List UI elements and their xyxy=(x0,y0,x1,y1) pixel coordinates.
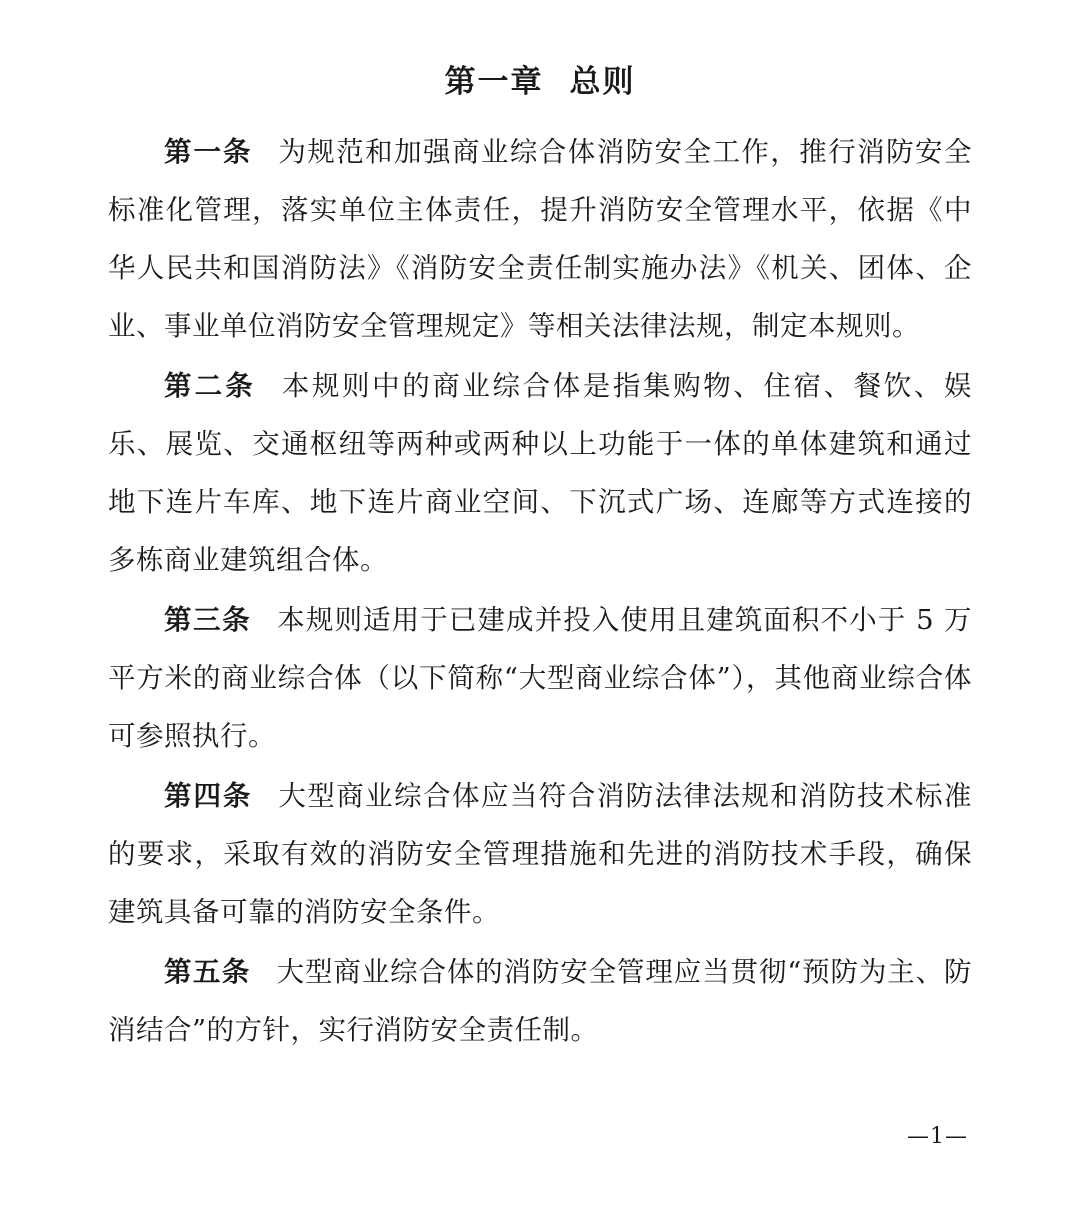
article-paragraph xyxy=(108,357,972,589)
article-paragraph xyxy=(108,943,972,1059)
article-label: 第四条 xyxy=(164,780,253,812)
page-number: —1— xyxy=(907,1124,968,1149)
chapter-number: 第一章 xyxy=(444,64,544,100)
article-text: 本规则中的商业综合体是指集购物、住宿、餐饮、娱乐、展览、交通枢纽等两种或两种以上功能于一体的单体建筑和通过地下连片车库、地下连片商业空间、下沉式广场、连廊等方式连接的多栋商业建筑组合体。 xyxy=(108,370,973,576)
article-text: 大型商业综合体的消防安全管理应当贯彻“预防为主、防消结合”的方针，实行消防安全责任制。 xyxy=(108,956,972,1046)
article-text: 为规范和加强商业综合体消防安全工作，推行消防安全标准化管理，落实单位主体责任，提升消防安全管理水平，依据《中华人民共和国消防法》《消防安全责任制实施办法》《机关、团体、企业、事业单位消防安全管理规定》等相关法律法规，制定本规则。 xyxy=(108,136,972,342)
article-label: 第五条 xyxy=(164,956,251,988)
article-text: 本规则适用于已建成并投入使用且建筑面积不小于 5 万平方米的商业综合体（以下简称“大型商业综合体”），其他商业综合体可参照执行。 xyxy=(108,604,972,752)
article-label: 第一条 xyxy=(164,136,253,168)
article-paragraph xyxy=(108,767,972,941)
article-paragraph xyxy=(108,591,972,765)
article-label: 第二条 xyxy=(164,370,256,402)
article-text: 大型商业综合体应当符合消防法律法规和消防技术标准的要求，采取有效的消防安全管理措施和先进的消防技术手段，确保建筑具备可靠的消防安全条件。 xyxy=(108,780,972,928)
article-label: 第三条 xyxy=(164,604,252,636)
chapter-heading xyxy=(108,56,972,101)
chapter-name: 总则 xyxy=(569,64,636,100)
article-paragraph xyxy=(108,123,972,355)
